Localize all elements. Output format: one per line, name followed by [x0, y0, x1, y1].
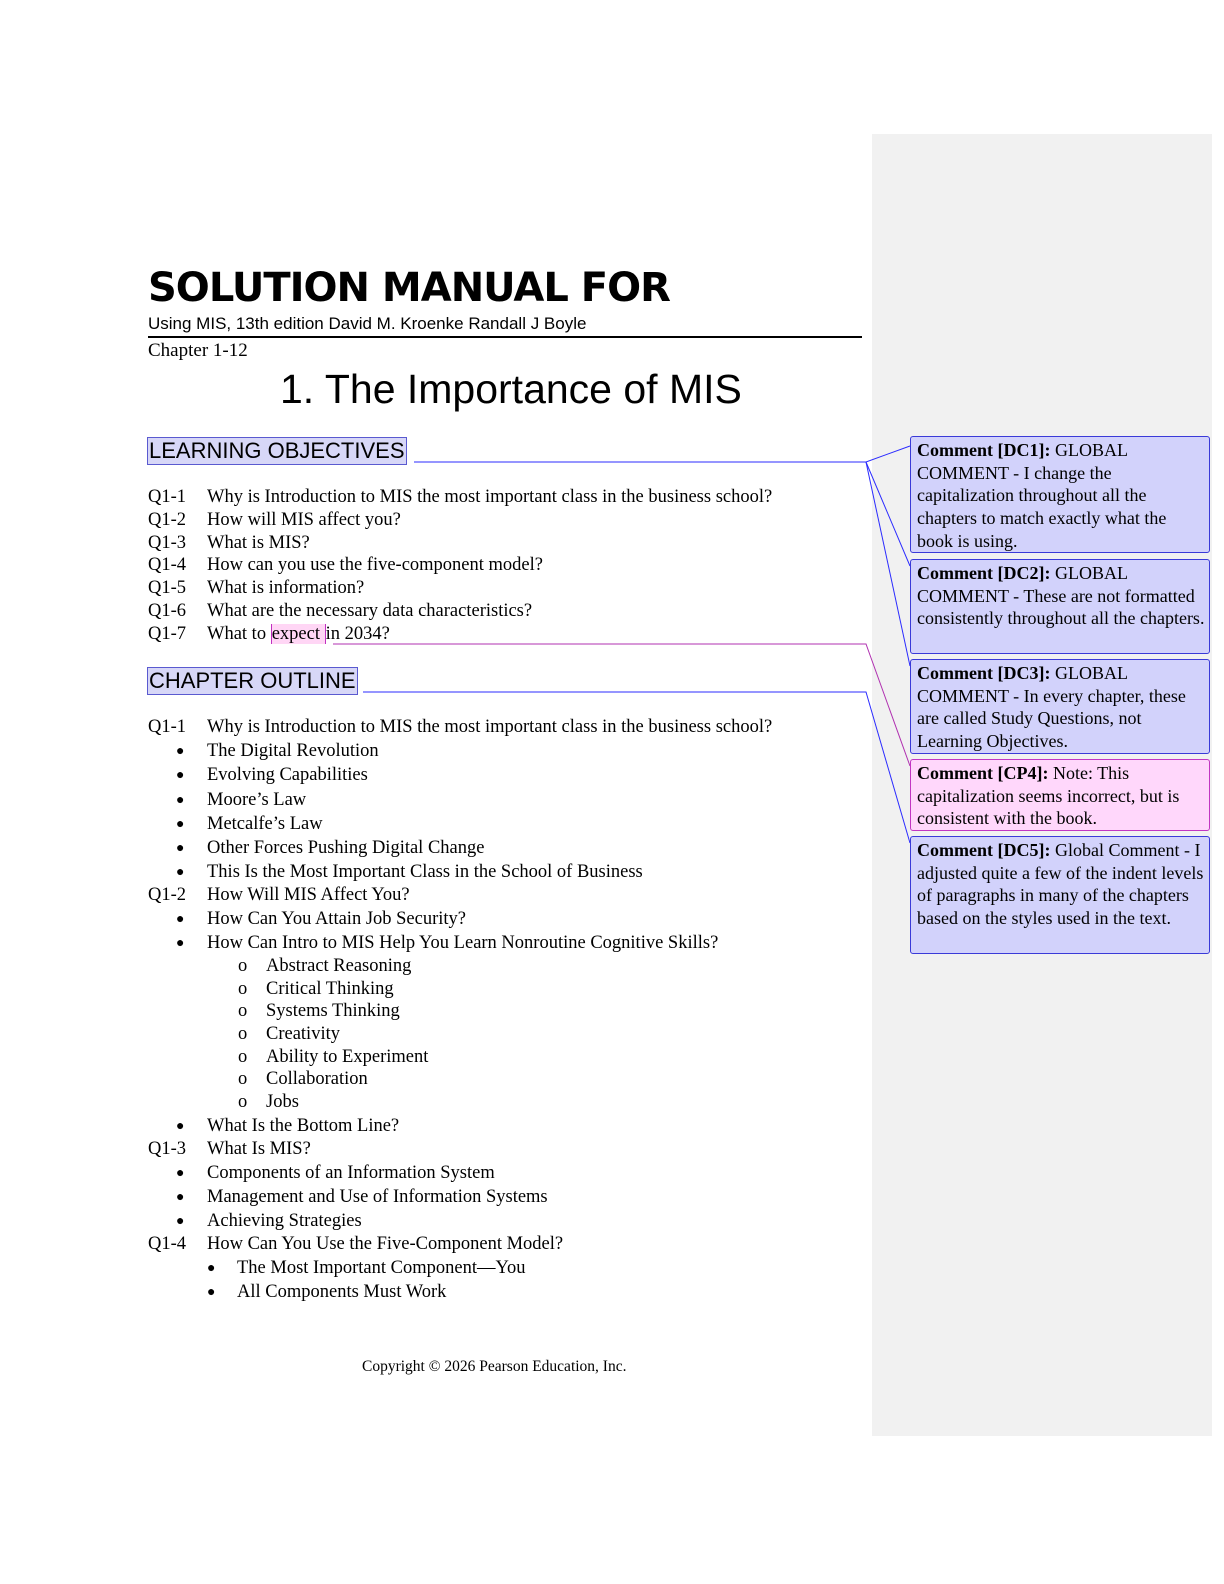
- objective-text: What are the necessary data characteristics?: [207, 601, 533, 621]
- outline-item-text: Collaboration: [266, 1069, 368, 1089]
- bullet-icon: ●: [176, 865, 185, 880]
- leader-dc1: [414, 446, 910, 462]
- objective-number: Q1-2: [148, 509, 187, 530]
- comment-label: Comment [DC1]:: [917, 440, 1051, 460]
- comment-text: GLOBAL COMMENT - These are not formatted consistently throughout all the chapters.: [917, 563, 1205, 629]
- comment-label: Comment [DC3]:: [917, 663, 1051, 683]
- chapter-outline-heading[interactable]: CHAPTER OUTLINE: [149, 668, 356, 693]
- objective-number: Q1-4: [148, 555, 187, 576]
- sub-bullet-icon: o: [238, 979, 248, 999]
- outline-question-number: Q1-3: [148, 1139, 187, 1159]
- objective-number: Q1-1: [148, 487, 187, 507]
- outline-question-number: Q1-4: [148, 1234, 187, 1254]
- outline-question-number: Q1-1: [148, 717, 187, 737]
- leader-dc2: [866, 462, 910, 566]
- outline-item-text: Ability to Experiment: [266, 1047, 429, 1067]
- comment-label: Comment [CP4]:: [917, 763, 1049, 783]
- bullet-icon: ●: [176, 1166, 185, 1181]
- chapter-title: 1. The Importance of MIS: [280, 366, 742, 412]
- outline-question-number: Q1-2: [148, 885, 187, 905]
- outline-item-text: How Can You Attain Job Security?: [207, 909, 466, 929]
- bullet-icon: ●: [176, 768, 185, 783]
- objective-number: Q1-5: [148, 578, 187, 599]
- manual-title: SOLUTION MANUAL FOR: [148, 265, 670, 311]
- objective-number: Q1-7: [148, 623, 187, 644]
- comment-balloon[interactable]: [910, 559, 1210, 654]
- outline-item-text: Management and Use of Information Systems: [207, 1187, 548, 1207]
- outline-item-text: All Components Must Work: [237, 1282, 447, 1302]
- outline-item-text: The Digital Revolution: [207, 741, 379, 761]
- sub-bullet-icon: o: [238, 956, 248, 976]
- bullet-icon: ●: [176, 1119, 185, 1134]
- sub-bullet-icon: o: [238, 1092, 248, 1112]
- comment-balloon[interactable]: [910, 436, 1210, 553]
- outline-item-text: What Is the Bottom Line?: [207, 1116, 400, 1136]
- outline-item-text: Moore’s Law: [207, 790, 307, 810]
- outline-item-text: Metcalfe’s Law: [207, 814, 323, 834]
- comment-text: Global Comment - I adjusted quite a few of the indent levels of paragraphs in many of the chapters based on the styles used in the text.: [917, 840, 1204, 929]
- bullet-icon: ●: [176, 841, 185, 856]
- outline-item-text: Critical Thinking: [266, 979, 394, 999]
- objective-number: Q1-3: [148, 532, 187, 553]
- leader-cp4: [333, 644, 910, 766]
- outline-item-text: Components of an Information System: [207, 1163, 495, 1183]
- objective-text: How will MIS affect you?: [207, 509, 401, 530]
- comment-balloon[interactable]: [910, 659, 1210, 754]
- outline-item-text: Creativity: [266, 1024, 340, 1044]
- leader-dc5: [363, 692, 910, 843]
- learning-objectives-heading[interactable]: LEARNING OBJECTIVES: [149, 438, 405, 463]
- objective-text-after: in 2034?: [325, 623, 390, 644]
- outline-question-text: Why is Introduction to MIS the most important class in the business school?: [207, 717, 773, 737]
- commented-highlight[interactable]: expect: [271, 623, 325, 644]
- bullet-icon: ●: [176, 793, 185, 808]
- comment-text: GLOBAL COMMENT - In every chapter, these are called Study Questions, not Learning Objectives.: [917, 663, 1186, 752]
- chapter-range: Chapter 1-12: [148, 340, 248, 361]
- objective-number: Q1-6: [148, 601, 187, 621]
- bullet-icon: ●: [176, 1190, 185, 1205]
- book-subtitle: Using MIS, 13th edition David M. Kroenke Randall J Boyle: [148, 314, 587, 333]
- comment-balloon[interactable]: [910, 759, 1210, 831]
- sub-bullet-icon: o: [238, 1069, 248, 1089]
- outline-item-text: Abstract Reasoning: [266, 956, 412, 976]
- outline-item-text: The Most Important Component—You: [237, 1258, 526, 1278]
- bullet-icon: ●: [176, 744, 185, 759]
- comment-text: GLOBAL COMMENT - I change the capitalization throughout all the chapters to match exactly what the book is using.: [917, 440, 1167, 551]
- outline-item-text: Jobs: [266, 1092, 299, 1112]
- outline-item-text: Other Forces Pushing Digital Change: [207, 838, 485, 858]
- sub-bullet-icon: o: [238, 1024, 248, 1044]
- comment-label: Comment [DC5]:: [917, 840, 1051, 860]
- leader-dc3: [866, 462, 910, 666]
- sub-bullet-icon: o: [238, 1047, 248, 1067]
- bullet-icon: ●: [207, 1261, 216, 1276]
- comment-text: Note: This capitalization seems incorrect, but is consistent with the book.: [917, 763, 1180, 829]
- sub-bullet-icon: o: [238, 1001, 248, 1021]
- bullet-icon: ●: [176, 912, 185, 927]
- copyright-footer: Copyright © 2026 Pearson Education, Inc.: [362, 1358, 627, 1375]
- outline-item-text: Systems Thinking: [266, 1001, 400, 1021]
- outline-question-text: What Is MIS?: [207, 1139, 311, 1159]
- comment-balloon[interactable]: [910, 836, 1210, 954]
- objective-text: What is information?: [207, 578, 365, 599]
- objective-text: How can you use the five-component model?: [207, 555, 543, 576]
- bullet-icon: ●: [176, 936, 185, 951]
- outline-question-text: How Will MIS Affect You?: [207, 885, 410, 905]
- objective-text: Why is Introduction to MIS the most important class in the business school?: [207, 487, 773, 507]
- outline-item-text: This Is the Most Important Class in the School of Business: [207, 862, 643, 882]
- objective-text-before: What to: [207, 623, 271, 644]
- bullet-icon: ●: [176, 1214, 185, 1229]
- bullet-icon: ●: [176, 817, 185, 832]
- outline-item-text: Evolving Capabilities: [207, 765, 368, 785]
- comment-label: Comment [DC2]:: [917, 563, 1051, 583]
- outline-item-text: Achieving Strategies: [207, 1211, 362, 1231]
- objective-text: What is MIS?: [207, 532, 310, 553]
- outline-question-text: How Can You Use the Five-Component Model?: [207, 1234, 564, 1254]
- outline-item-text: How Can Intro to MIS Help You Learn Nonroutine Cognitive Skills?: [207, 933, 719, 953]
- bullet-icon: ●: [207, 1285, 216, 1300]
